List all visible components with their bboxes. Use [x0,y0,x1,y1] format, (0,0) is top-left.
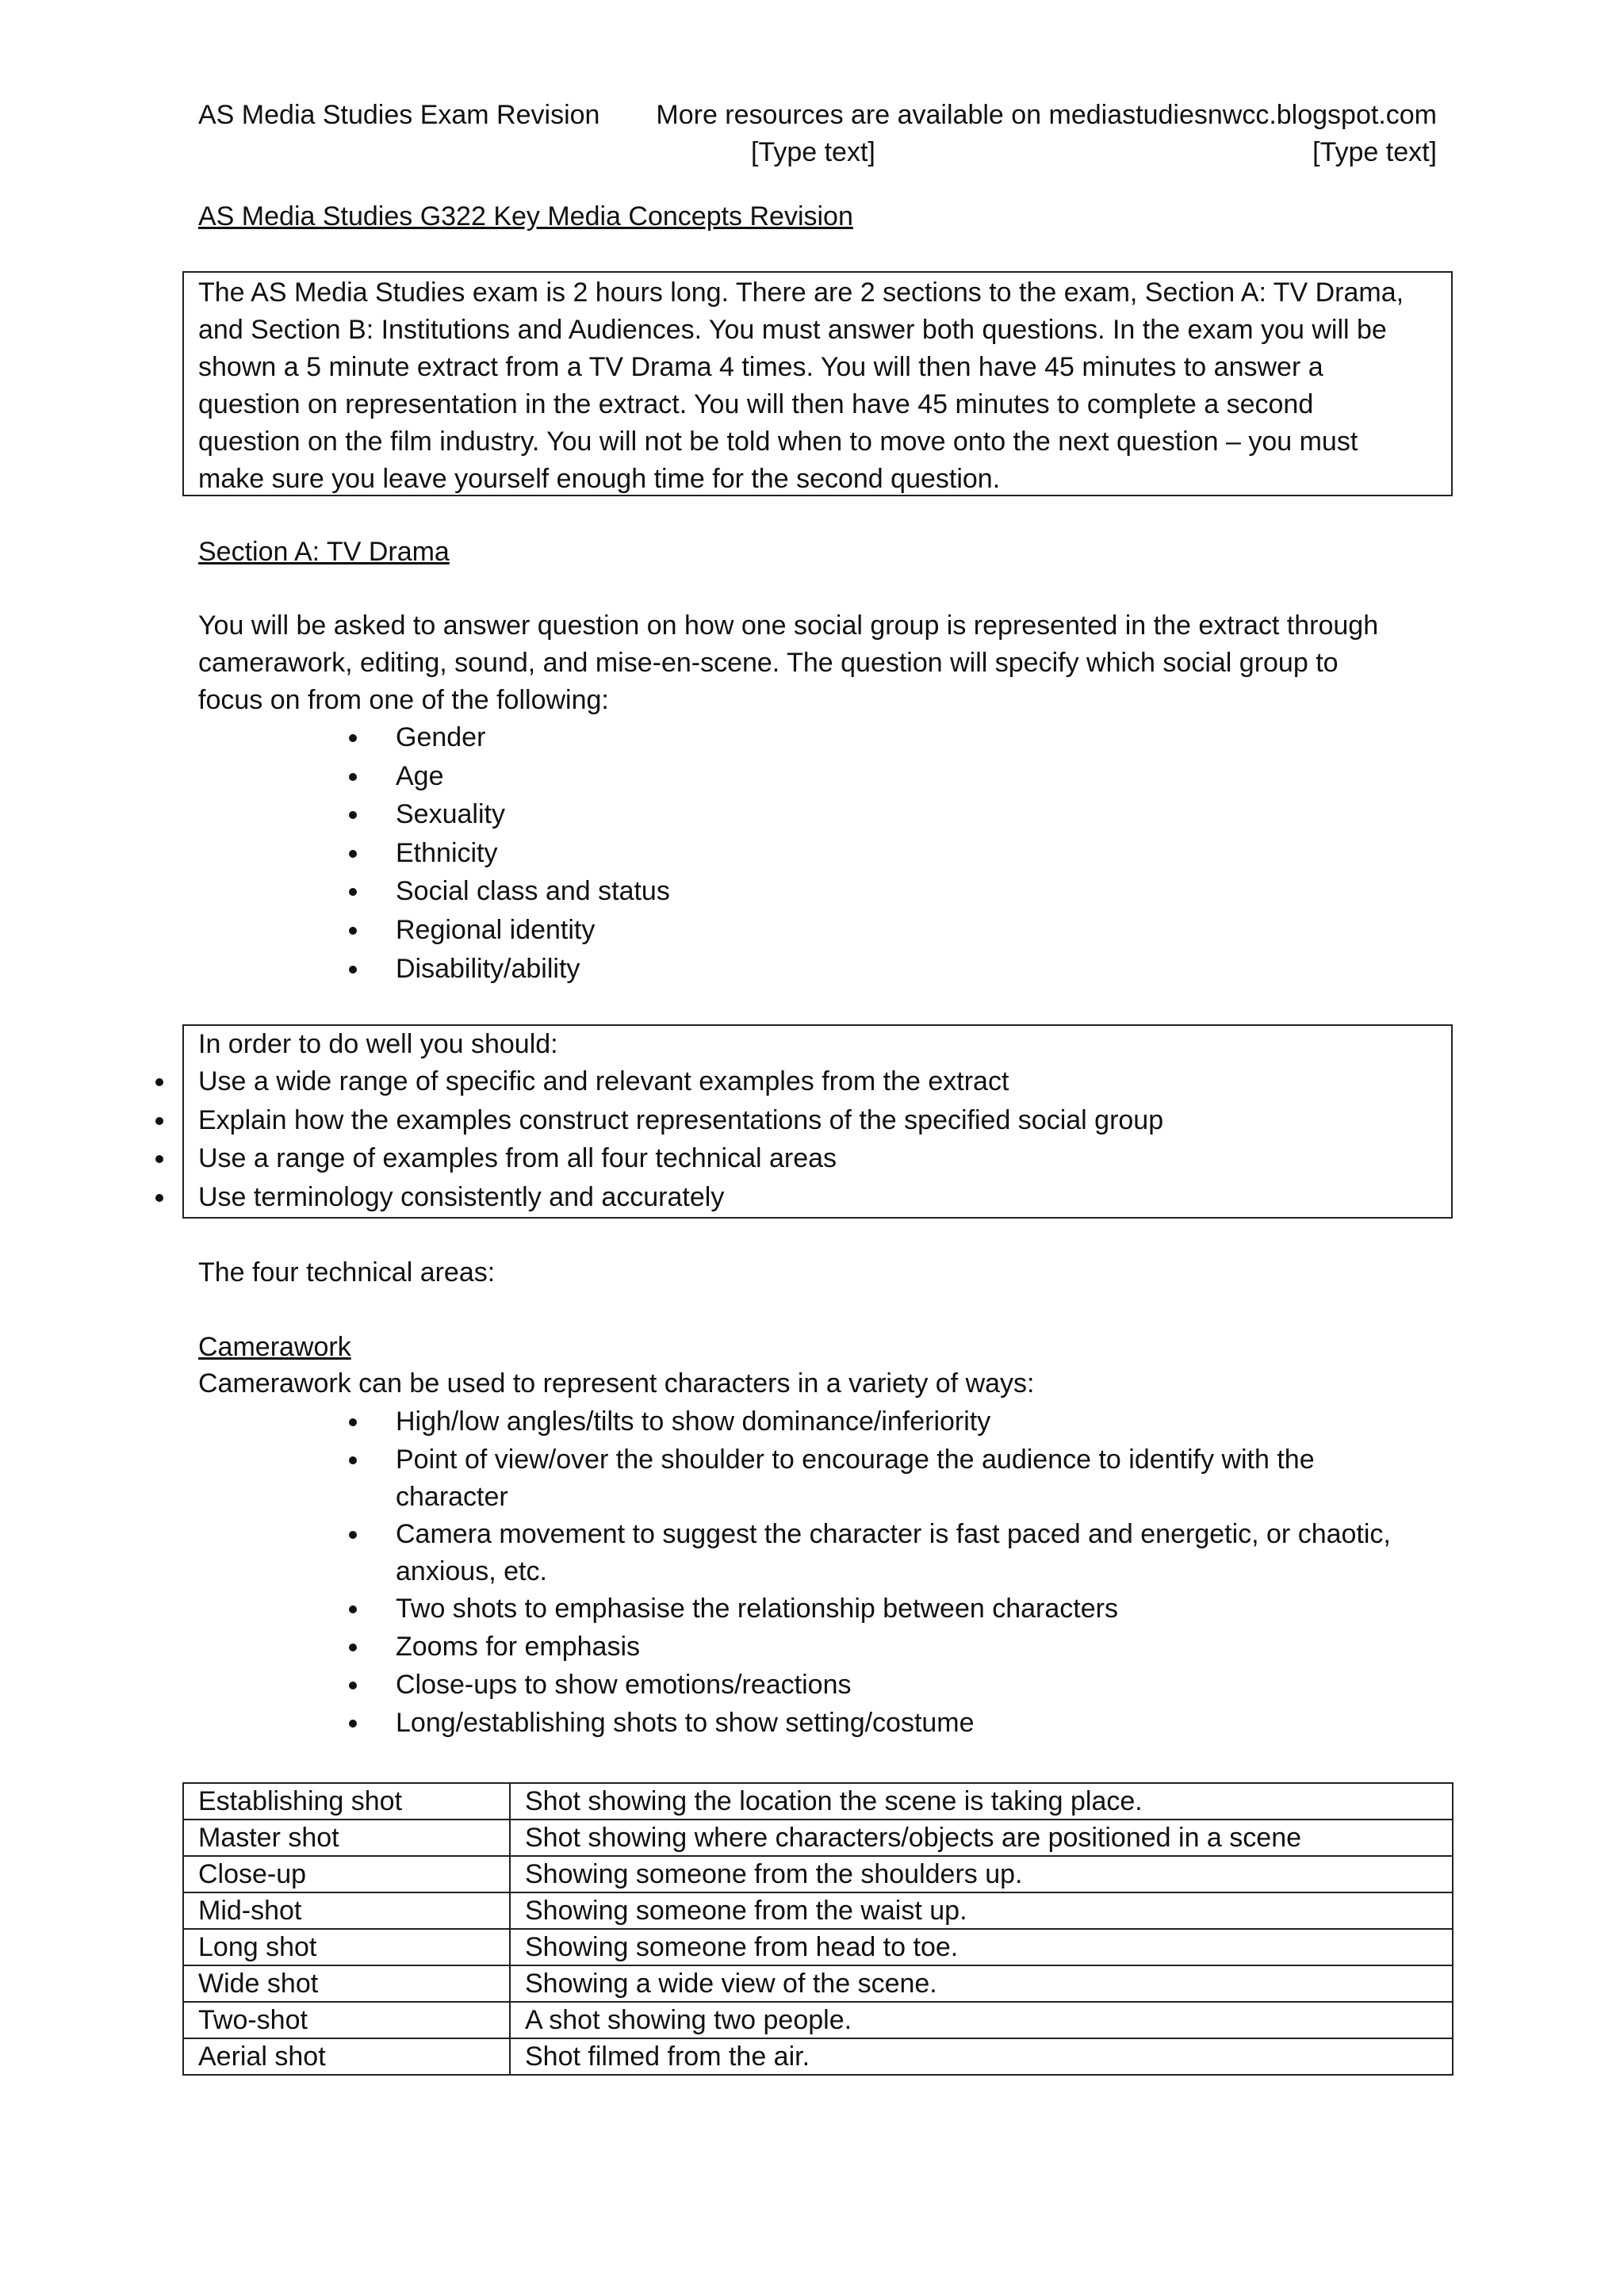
bullet-icon [349,1644,357,1651]
list-item-text: Ethnicity [396,837,498,868]
list-item [396,873,670,912]
shot-name-cell: Establishing shot [183,1783,510,1820]
shot-name-cell: Mid-shot [183,1892,510,1929]
list-item-text: Gender [396,722,486,752]
bullet-icon [349,927,357,935]
list-item-text: Use a range of examples from all four technical areas [198,1143,837,1174]
exam-info-line: and Section B: Institutions and Audiences. You must answer both questions. In the exam you will be [198,315,1387,345]
table-row [183,1892,1453,1929]
do-well-heading: In order to do well you should: [198,1029,558,1059]
bullet-icon [349,1682,357,1689]
list-item-text: Disability/ability [396,953,580,984]
list-item [396,1667,1450,1705]
bullet-icon [349,1605,357,1613]
bullet-icon [155,1078,163,1086]
camerawork-intro: Camerawork can be used to represent characters in a variety of ways: [198,1368,1035,1399]
shot-description-cell: Shot filmed from the air. [510,2038,1453,2075]
table-row [183,2038,1453,2075]
header-left-text: AS Media Studies Exam Revision [198,100,600,130]
exam-info-box [182,271,1453,496]
list-item [396,912,670,951]
list-item-text: Explain how the examples construct representations of the specified social group [198,1104,1164,1135]
table-row [183,2002,1453,2038]
header-placeholder-right: [Type text] [1312,137,1437,167]
list-item-text: Use a wide range of specific and relevant examples from the extract [198,1066,1009,1096]
camerawork-heading: Camerawork [198,1332,351,1362]
exam-info-line: The AS Media Studies exam is 2 hours long. There are 2 sections to the exam, Section A: TV Drama, [198,277,1404,308]
shot-description-cell: Showing a wide view of the scene. [510,1965,1453,2002]
section-a-intro-line: camerawork, editing, sound, and mise-en-scene. The question will specify which social group to [198,648,1339,678]
bullet-icon [349,1531,357,1539]
bullet-icon [349,773,357,781]
bullet-icon [349,811,357,819]
list-item-text: Two shots to emphasise the relationship between characters [396,1594,1118,1624]
list-item-text: Close-ups to show emotions/reactions [396,1670,852,1700]
list-item [396,1516,1450,1590]
exam-info-line: shown a 5 minute extract from a TV Drama 4 times. You will then have 45 minutes to answer a [198,352,1323,382]
section-a-intro [198,607,1451,719]
bullet-icon [349,1456,357,1464]
bullet-icon [349,888,357,896]
list-item-text: Use terminology consistently and accurately [198,1181,725,1212]
shot-name-cell: Two-shot [183,2002,510,2038]
table-row [183,1783,1453,1820]
shot-types-table [182,1782,1454,2076]
camerawork-list [396,1403,1450,1743]
do-well-box [182,1024,1453,1219]
header-right-text: More resources are available on mediastudiesnwcc.blogspot.com [656,100,1437,130]
table-row [183,1965,1453,2002]
social-groups-list [396,719,670,989]
shot-description-cell: Showing someone from the shoulders up. [510,1856,1453,1892]
list-item [198,1063,1437,1102]
bullet-icon [349,1720,357,1728]
list-item [198,1140,1437,1179]
list-item [396,1705,1450,1743]
shot-description-cell: A shot showing two people. [510,2002,1453,2038]
list-item [396,1590,1450,1628]
list-item-text: Camera movement to suggest the character is fast paced and energetic, or chaotic, [396,1519,1391,1549]
shot-description-cell: Shot showing where characters/objects are positioned in a scene [510,1820,1453,1856]
shot-name-cell: Close-up [183,1856,510,1892]
list-item [396,1628,1450,1667]
shot-description-cell: Showing someone from head to toe. [510,1929,1453,1965]
section-a-intro-line: You will be asked to answer question on how one social group is represented in the extract through [198,610,1379,641]
list-item-text: Regional identity [396,914,596,945]
list-item [396,1441,1450,1516]
list-item-text: Point of view/over the shoulder to encourage the audience to identify with the [396,1445,1315,1475]
bullet-icon [155,1117,163,1125]
table-row [183,1929,1453,1965]
list-item [396,796,670,835]
list-item-text: High/low angles/tilts to show dominance/inferiority [396,1406,991,1437]
bullet-icon [349,966,357,974]
exam-info-line: question on representation in the extract. You will then have 45 minutes to complete a second [198,389,1314,419]
list-item [396,758,670,797]
header-placeholder-center: [Type text] [751,137,875,167]
list-item [198,1179,1437,1218]
exam-info-line: question on the film industry. You will not be told when to move onto the next question – you must [198,427,1358,457]
list-item [396,951,670,989]
table-row [183,1820,1453,1856]
list-item [396,835,670,874]
list-item-text-cont: character [396,1482,508,1512]
bullet-icon [349,850,357,858]
shot-description-cell: Showing someone from the waist up. [510,1892,1453,1929]
shot-name-cell: Long shot [183,1929,510,1965]
exam-info-line: make sure you leave yourself enough time for the second question. [198,464,1001,494]
section-a-intro-line: focus on from one of the following: [198,685,609,715]
list-item-text: Age [396,760,444,791]
four-areas-text: The four technical areas: [198,1257,496,1288]
page-title: AS Media Studies G322 Key Media Concepts Revision [198,201,853,232]
list-item-text-cont: anxious, etc. [396,1556,547,1586]
do-well-list [198,1063,1437,1217]
bullet-icon [155,1155,163,1163]
list-item [396,1403,1450,1441]
bullet-icon [349,734,357,742]
section-a-heading: Section A: TV Drama [198,537,450,567]
shot-name-cell: Master shot [183,1820,510,1856]
list-item-text: Social class and status [396,876,670,907]
list-item-text: Long/establishing shots to show setting/costume [396,1708,975,1738]
bullet-icon [349,1418,357,1426]
table-row [183,1856,1453,1892]
list-item-text: Sexuality [396,799,505,830]
shot-description-cell: Shot showing the location the scene is taking place. [510,1783,1453,1820]
list-item [396,719,670,758]
list-item [198,1102,1437,1141]
shot-name-cell: Aerial shot [183,2038,510,2075]
shot-name-cell: Wide shot [183,1965,510,2002]
list-item-text: Zooms for emphasis [396,1632,640,1662]
bullet-icon [155,1194,163,1202]
